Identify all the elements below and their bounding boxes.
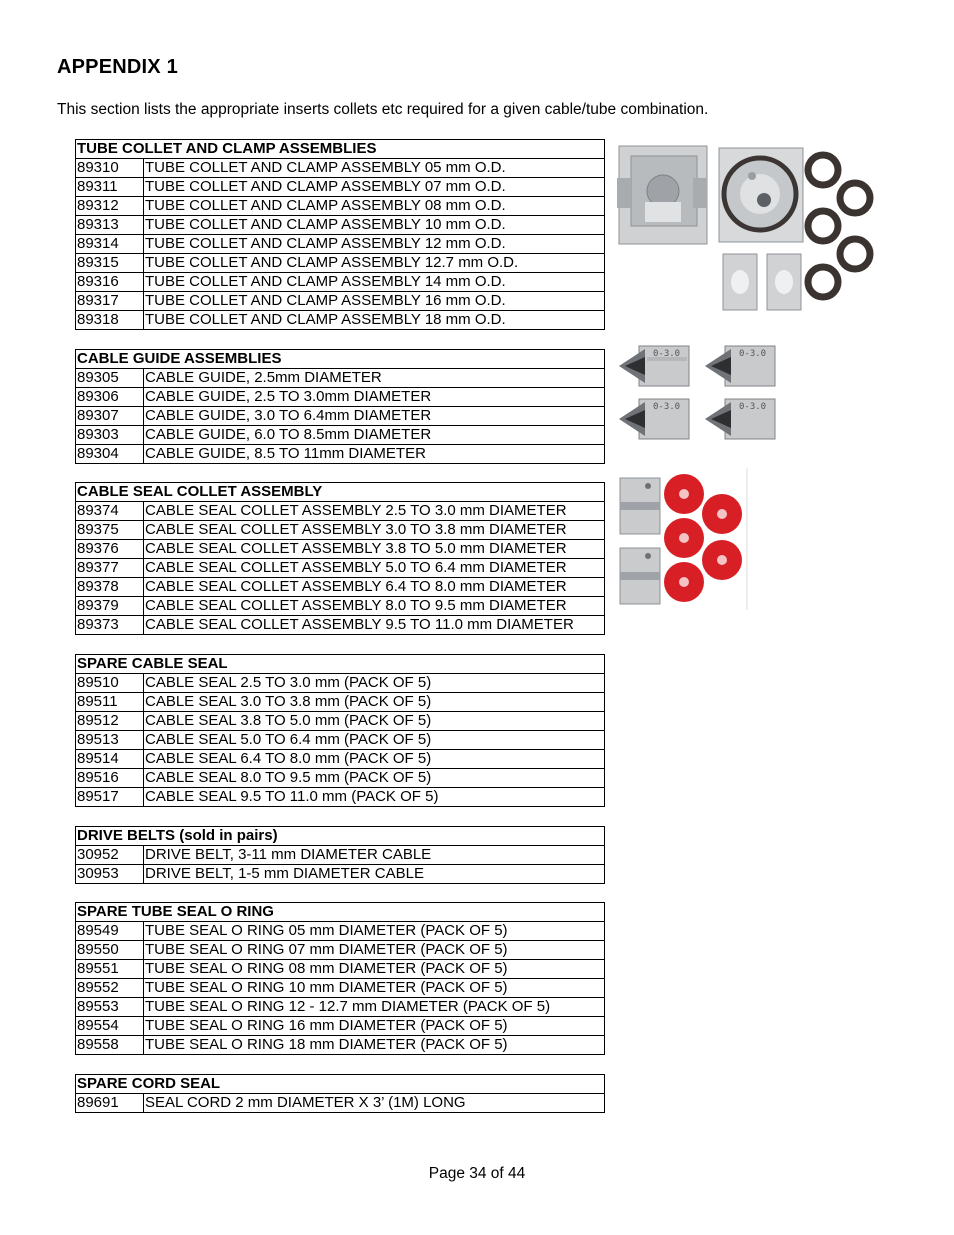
table-row <box>76 674 605 693</box>
table-row <box>76 388 605 407</box>
table-row <box>76 445 605 464</box>
part-description: TUBE SEAL O RING 18 mm DIAMETER (PACK OF 5) <box>144 1036 605 1055</box>
part-number: 89378 <box>76 578 144 597</box>
table-row <box>76 979 605 998</box>
part-description: DRIVE BELT, 1-5 mm DIAMETER CABLE <box>144 865 605 884</box>
part-description: TUBE COLLET AND CLAMP ASSEMBLY 14 mm O.D. <box>144 273 605 292</box>
parts-table <box>75 1074 605 1113</box>
part-number: 89306 <box>76 388 144 407</box>
part-number: 89310 <box>76 159 144 178</box>
section-heading: SPARE CORD SEAL <box>76 1075 605 1094</box>
part-number: 89313 <box>76 216 144 235</box>
part-description: CABLE SEAL COLLET ASSEMBLY 5.0 TO 6.4 mm DIAMETER <box>144 559 605 578</box>
table-row <box>76 407 605 426</box>
section-heading: CABLE SEAL COLLET ASSEMBLY <box>76 483 605 502</box>
table-row <box>76 1017 605 1036</box>
part-number: 89318 <box>76 311 144 330</box>
tube-collet-clamp-image <box>617 142 879 314</box>
part-number: 89316 <box>76 273 144 292</box>
table-row <box>76 960 605 979</box>
part-number: 89312 <box>76 197 144 216</box>
page-title: APPENDIX 1 <box>57 56 178 78</box>
part-description: TUBE SEAL O RING 05 mm DIAMETER (PACK OF 5) <box>144 922 605 941</box>
part-number: 30952 <box>76 846 144 865</box>
table-row <box>76 369 605 388</box>
part-number: 89307 <box>76 407 144 426</box>
part-number: 89552 <box>76 979 144 998</box>
part-description: TUBE COLLET AND CLAMP ASSEMBLY 07 mm O.D. <box>144 178 605 197</box>
part-description: SEAL CORD 2 mm DIAMETER X 3’ (1M) LONG <box>144 1094 605 1113</box>
table-row <box>76 1094 605 1113</box>
cable-guide-image <box>619 343 779 443</box>
part-description: CABLE SEAL COLLET ASSEMBLY 3.0 TO 3.8 mm DIAMETER <box>144 521 605 540</box>
part-number: 89551 <box>76 960 144 979</box>
svg-text:0-3.0: 0-3.0 <box>739 349 767 359</box>
part-number: 89511 <box>76 693 144 712</box>
table-row <box>76 693 605 712</box>
part-description: TUBE SEAL O RING 10 mm DIAMETER (PACK OF 5) <box>144 979 605 998</box>
part-description: TUBE SEAL O RING 08 mm DIAMETER (PACK OF 5) <box>144 960 605 979</box>
page-footer: Page 34 of 44 <box>428 1165 526 1182</box>
table-row <box>76 502 605 521</box>
part-number: 89516 <box>76 769 144 788</box>
part-description: CABLE SEAL 6.4 TO 8.0 mm (PACK OF 5) <box>144 750 605 769</box>
part-description: TUBE SEAL O RING 12 - 12.7 mm DIAMETER (PACK OF 5) <box>144 998 605 1017</box>
part-description: CABLE SEAL 8.0 TO 9.5 mm (PACK OF 5) <box>144 769 605 788</box>
part-number: 89377 <box>76 559 144 578</box>
part-number: 89317 <box>76 292 144 311</box>
table-row <box>76 159 605 178</box>
table-row <box>76 197 605 216</box>
table-row <box>76 559 605 578</box>
part-number: 89374 <box>76 502 144 521</box>
parts-table <box>75 902 605 1055</box>
table-row <box>76 597 605 616</box>
part-number: 89691 <box>76 1094 144 1113</box>
part-number: 89315 <box>76 254 144 273</box>
part-description: CABLE SEAL 5.0 TO 6.4 mm (PACK OF 5) <box>144 731 605 750</box>
part-description: TUBE COLLET AND CLAMP ASSEMBLY 10 mm O.D. <box>144 216 605 235</box>
part-number: 89549 <box>76 922 144 941</box>
part-number: 89304 <box>76 445 144 464</box>
table-row <box>76 273 605 292</box>
svg-text:0-3.0: 0-3.0 <box>653 402 681 412</box>
part-number: 89305 <box>76 369 144 388</box>
part-number: 89311 <box>76 178 144 197</box>
part-number: 89513 <box>76 731 144 750</box>
part-description: DRIVE BELT, 3-11 mm DIAMETER CABLE <box>144 846 605 865</box>
part-description: TUBE COLLET AND CLAMP ASSEMBLY 08 mm O.D. <box>144 197 605 216</box>
table-row <box>76 578 605 597</box>
table-row <box>76 788 605 807</box>
part-description: CABLE SEAL COLLET ASSEMBLY 9.5 TO 11.0 mm DIAMETER <box>144 616 605 635</box>
part-description: CABLE GUIDE, 2.5mm DIAMETER <box>144 369 605 388</box>
table-row <box>76 311 605 330</box>
part-number: 89510 <box>76 674 144 693</box>
svg-text:0-3.0: 0-3.0 <box>739 402 767 412</box>
part-description: TUBE COLLET AND CLAMP ASSEMBLY 16 mm O.D. <box>144 292 605 311</box>
part-description: CABLE GUIDE, 6.0 TO 8.5mm DIAMETER <box>144 426 605 445</box>
part-number: 89375 <box>76 521 144 540</box>
part-number: 89303 <box>76 426 144 445</box>
part-description: CABLE GUIDE, 2.5 TO 3.0mm DIAMETER <box>144 388 605 407</box>
table-row <box>76 178 605 197</box>
part-description: CABLE SEAL COLLET ASSEMBLY 3.8 TO 5.0 mm DIAMETER <box>144 540 605 559</box>
part-number: 30953 <box>76 865 144 884</box>
section-heading: CABLE GUIDE ASSEMBLIES <box>76 350 605 369</box>
part-number: 89514 <box>76 750 144 769</box>
part-description: TUBE SEAL O RING 07 mm DIAMETER (PACK OF 5) <box>144 941 605 960</box>
table-row <box>76 216 605 235</box>
parts-table <box>75 826 605 884</box>
part-description: CABLE GUIDE, 8.5 TO 11mm DIAMETER <box>144 445 605 464</box>
table-row <box>76 712 605 731</box>
part-number: 89512 <box>76 712 144 731</box>
table-row <box>76 769 605 788</box>
table-row <box>76 998 605 1017</box>
parts-table <box>75 139 605 330</box>
part-description: CABLE SEAL COLLET ASSEMBLY 8.0 TO 9.5 mm DIAMETER <box>144 597 605 616</box>
section-heading: SPARE TUBE SEAL O RING <box>76 903 605 922</box>
part-description: TUBE COLLET AND CLAMP ASSEMBLY 05 mm O.D. <box>144 159 605 178</box>
table-row <box>76 941 605 960</box>
part-number: 89314 <box>76 235 144 254</box>
table-row <box>76 426 605 445</box>
part-description: CABLE SEAL 9.5 TO 11.0 mm (PACK OF 5) <box>144 788 605 807</box>
part-description: TUBE COLLET AND CLAMP ASSEMBLY 12.7 mm O.D. <box>144 254 605 273</box>
part-number: 89373 <box>76 616 144 635</box>
part-number: 89376 <box>76 540 144 559</box>
table-row <box>76 922 605 941</box>
part-number: 89517 <box>76 788 144 807</box>
cable-seal-collet-image <box>618 468 750 610</box>
part-description: TUBE SEAL O RING 16 mm DIAMETER (PACK OF 5) <box>144 1017 605 1036</box>
cable-guide-label: 0-3.0 <box>653 349 681 359</box>
table-row <box>76 616 605 635</box>
parts-table <box>75 349 605 464</box>
table-row <box>76 750 605 769</box>
table-row <box>76 521 605 540</box>
section-heading: TUBE COLLET AND CLAMP ASSEMBLIES <box>76 140 605 159</box>
part-number: 89554 <box>76 1017 144 1036</box>
table-row <box>76 846 605 865</box>
table-row <box>76 235 605 254</box>
parts-table <box>75 482 605 635</box>
part-description: TUBE COLLET AND CLAMP ASSEMBLY 12 mm O.D. <box>144 235 605 254</box>
table-row <box>76 540 605 559</box>
part-number: 89550 <box>76 941 144 960</box>
part-description: CABLE SEAL 3.8 TO 5.0 mm (PACK OF 5) <box>144 712 605 731</box>
part-description: CABLE GUIDE, 3.0 TO 6.4mm DIAMETER <box>144 407 605 426</box>
part-description: CABLE SEAL 2.5 TO 3.0 mm (PACK OF 5) <box>144 674 605 693</box>
table-row <box>76 292 605 311</box>
parts-table <box>75 654 605 807</box>
part-description: TUBE COLLET AND CLAMP ASSEMBLY 18 mm O.D. <box>144 311 605 330</box>
part-number: 89379 <box>76 597 144 616</box>
part-description: CABLE SEAL COLLET ASSEMBLY 2.5 TO 3.0 mm DIAMETER <box>144 502 605 521</box>
table-row <box>76 254 605 273</box>
part-number: 89558 <box>76 1036 144 1055</box>
section-heading: SPARE CABLE SEAL <box>76 655 605 674</box>
part-description: CABLE SEAL 3.0 TO 3.8 mm (PACK OF 5) <box>144 693 605 712</box>
table-row <box>76 731 605 750</box>
part-description: CABLE SEAL COLLET ASSEMBLY 6.4 TO 8.0 mm DIAMETER <box>144 578 605 597</box>
part-number: 89553 <box>76 998 144 1017</box>
table-row <box>76 1036 605 1055</box>
section-heading: DRIVE BELTS (sold in pairs) <box>76 827 605 846</box>
intro-text: This section lists the appropriate inserts collets etc required for a given cable/tube combination. <box>57 101 709 118</box>
table-row <box>76 865 605 884</box>
